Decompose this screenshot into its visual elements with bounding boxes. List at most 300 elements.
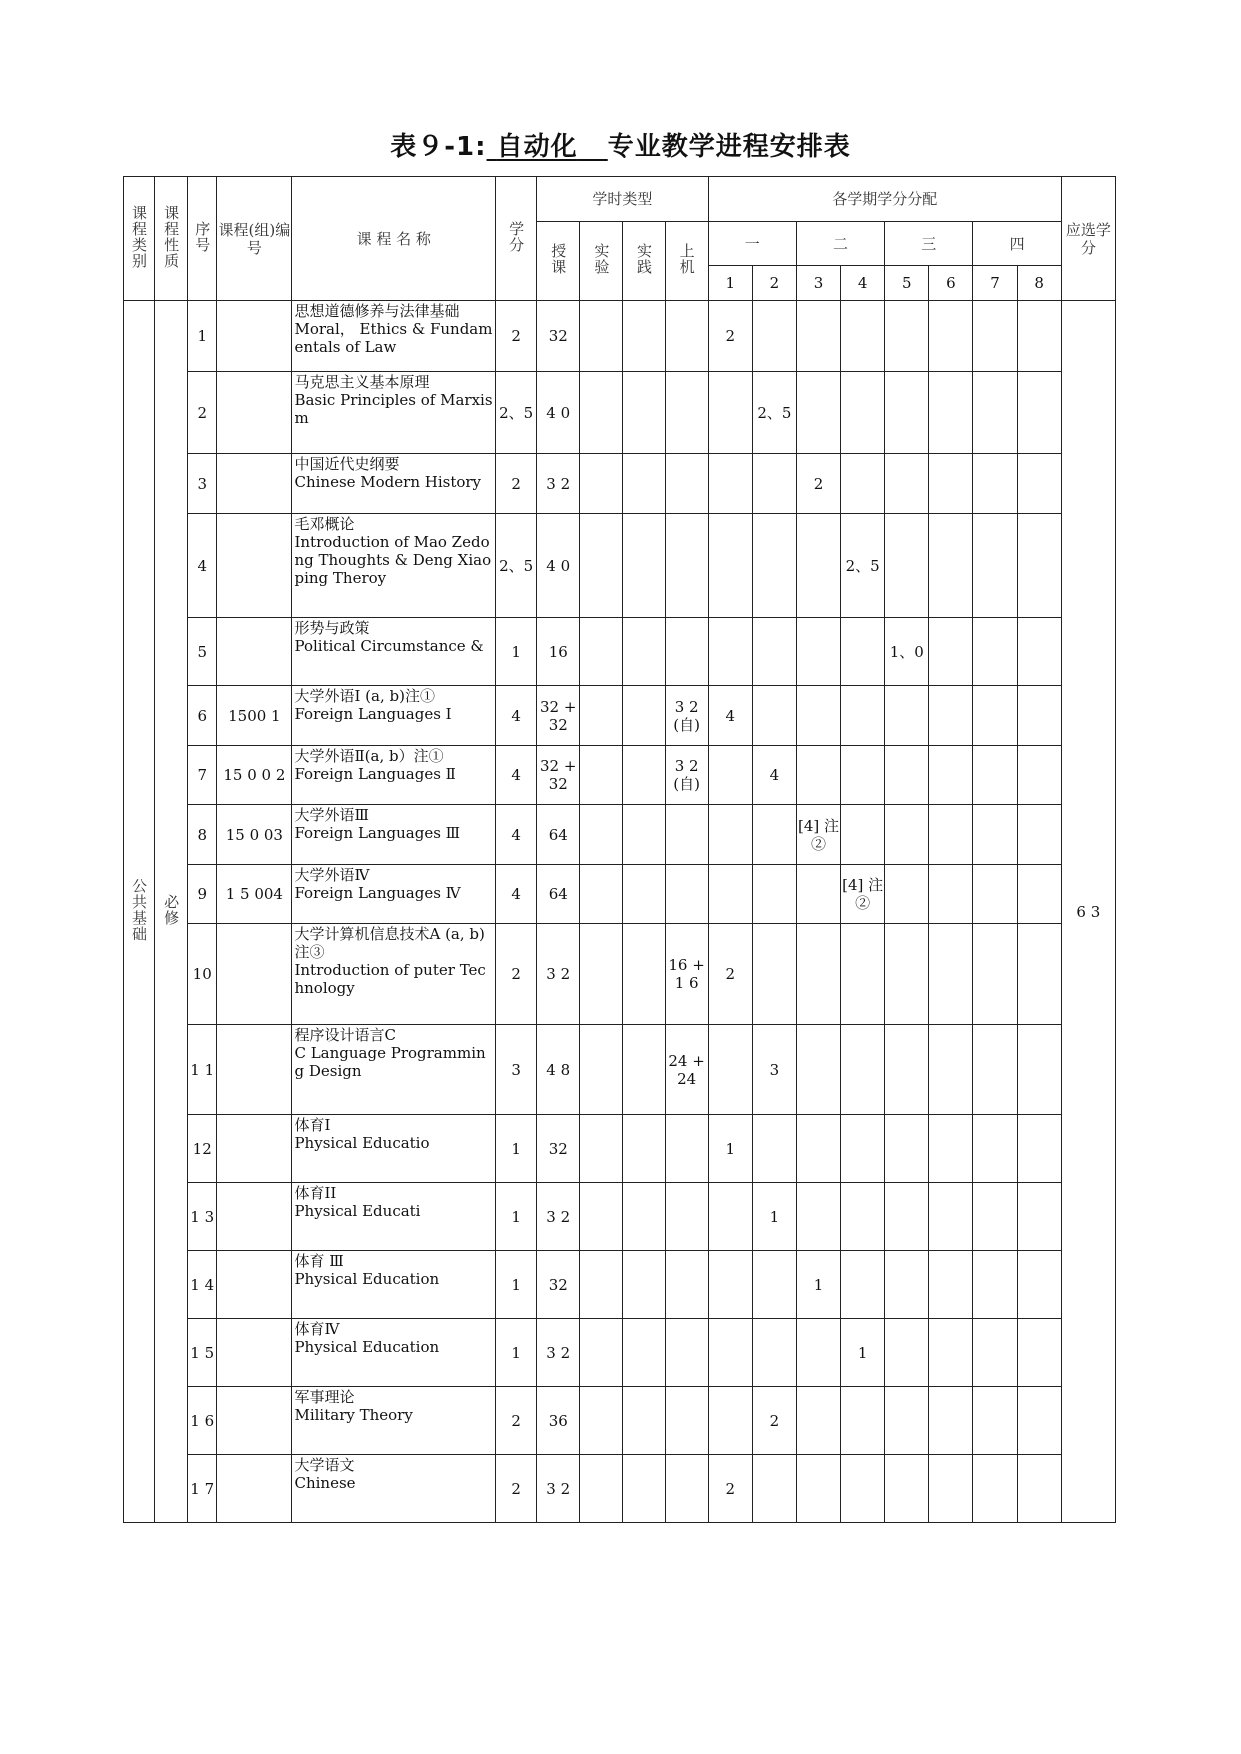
term-credit-cell: [841, 618, 885, 686]
table-row: [124, 1319, 1116, 1387]
course-name-cell: [292, 924, 496, 1025]
term-credit-cell: [752, 454, 796, 514]
term-credit-cell: [841, 1183, 885, 1251]
term-credit-cell: [752, 1455, 796, 1523]
seq-cell: 1 4: [188, 1251, 217, 1319]
term-credit-cell: [752, 805, 796, 865]
table-row: [124, 686, 1116, 746]
term-credit-cell: [929, 1115, 973, 1183]
term-credit-cell: [841, 1025, 885, 1115]
course-name-cell: [292, 454, 496, 514]
term-credit-cell: 1、0: [885, 618, 929, 686]
term-credit-cell: [1017, 1115, 1061, 1183]
code-cell: [217, 1183, 292, 1251]
header-code: 课程(组)编号: [217, 177, 292, 301]
table-row: [124, 1183, 1116, 1251]
experiment-hours-cell: [580, 1183, 623, 1251]
term-credit-cell: [4] 注②: [841, 865, 885, 924]
term-credit-cell: [929, 805, 973, 865]
practice-hours-cell: [623, 454, 665, 514]
credit-cell: 4: [496, 686, 537, 746]
term-credit-cell: [973, 865, 1017, 924]
experiment-hours-cell: [580, 924, 623, 1025]
term-credit-cell: [973, 301, 1017, 372]
table-row: [124, 454, 1116, 514]
term-credit-cell: [929, 301, 973, 372]
credit-cell: 2: [496, 1455, 537, 1523]
credit-cell: 3: [496, 1025, 537, 1115]
computer-hours-cell: [665, 1387, 708, 1455]
lecture-hours-cell: 64: [537, 805, 580, 865]
term-credit-cell: [885, 372, 929, 454]
seq-cell: 1 5: [188, 1319, 217, 1387]
practice-hours-cell: [623, 1251, 665, 1319]
code-cell: 15 0 03: [217, 805, 292, 865]
seq-cell: 10: [188, 924, 217, 1025]
title-suffix: 专业教学进程安排表: [607, 132, 851, 162]
course-name-cn: 形势与政策: [294, 619, 370, 637]
lecture-hours-cell: 4 0: [537, 514, 580, 618]
course-name-en: Political Circumstance &: [294, 637, 484, 655]
term-credit-cell: [796, 301, 840, 372]
table-row: [124, 301, 1116, 372]
credit-cell: 4: [496, 746, 537, 805]
term-credit-cell: [1017, 1025, 1061, 1115]
practice-hours-cell: [623, 301, 665, 372]
header-term: 5: [885, 266, 929, 301]
term-credit-cell: [885, 1387, 929, 1455]
experiment-hours-cell: [580, 1387, 623, 1455]
term-credit-cell: [796, 618, 840, 686]
credit-cell: 2、5: [496, 514, 537, 618]
term-credit-cell: [1017, 1251, 1061, 1319]
header-row-1: [124, 177, 1116, 222]
header-term: 1: [708, 266, 752, 301]
header-term: 8: [1017, 266, 1061, 301]
term-credit-cell: [796, 686, 840, 746]
term-credit-cell: [708, 1251, 752, 1319]
computer-hours-cell: [665, 1115, 708, 1183]
seq-cell: 7: [188, 746, 217, 805]
code-cell: [217, 618, 292, 686]
table-row: [124, 618, 1116, 686]
term-credit-cell: 1: [796, 1251, 840, 1319]
experiment-hours-cell: [580, 372, 623, 454]
header-lecture: 授课: [537, 222, 580, 301]
term-credit-cell: [4] 注②: [796, 805, 840, 865]
table-row: [124, 1455, 1116, 1523]
code-cell: [217, 1319, 292, 1387]
term-credit-cell: [973, 1319, 1017, 1387]
course-name-cell: [292, 1455, 496, 1523]
credit-cell: 1: [496, 1251, 537, 1319]
course-name-cn: 思想道德修养与法律基础: [294, 302, 460, 320]
course-name-cell: [292, 865, 496, 924]
seq-cell: 9: [188, 865, 217, 924]
credit-cell: 2: [496, 301, 537, 372]
credit-cell: 1: [496, 1319, 537, 1387]
table-row: [124, 1115, 1116, 1183]
header-term: 2: [752, 266, 796, 301]
term-credit-cell: [885, 1455, 929, 1523]
table-row: [124, 865, 1116, 924]
term-credit-cell: [929, 1455, 973, 1523]
computer-hours-cell: [665, 1455, 708, 1523]
table-row: [124, 372, 1116, 454]
term-credit-cell: [1017, 301, 1061, 372]
term-credit-cell: [973, 805, 1017, 865]
term-credit-cell: 4: [708, 686, 752, 746]
experiment-hours-cell: [580, 1025, 623, 1115]
lecture-hours-cell: 32: [537, 1115, 580, 1183]
term-credit-cell: [973, 1025, 1017, 1115]
term-credit-cell: [1017, 805, 1061, 865]
course-name-en: Foreign Languages Ⅲ: [294, 824, 461, 842]
header-computer: 上机: [665, 222, 708, 301]
course-name-en: Physical Education: [294, 1270, 440, 1288]
term-credit-cell: [841, 805, 885, 865]
table-row: [124, 924, 1116, 1025]
computer-hours-cell: 24 + 24: [665, 1025, 708, 1115]
term-credit-cell: [885, 805, 929, 865]
lecture-hours-cell: 4 8: [537, 1025, 580, 1115]
code-cell: [217, 924, 292, 1025]
term-credit-cell: [796, 1455, 840, 1523]
credit-cell: 4: [496, 865, 537, 924]
computer-hours-cell: [665, 1183, 708, 1251]
experiment-hours-cell: [580, 454, 623, 514]
header-credit: 学分: [496, 177, 537, 301]
term-credit-cell: [973, 618, 1017, 686]
term-credit-cell: [973, 454, 1017, 514]
seq-cell: 5: [188, 618, 217, 686]
computer-hours-cell: [665, 514, 708, 618]
experiment-hours-cell: [580, 514, 623, 618]
term-credit-cell: [708, 1319, 752, 1387]
term-credit-cell: [885, 746, 929, 805]
computer-hours-cell: 16 + 1 6: [665, 924, 708, 1025]
code-cell: [217, 514, 292, 618]
term-credit-cell: [973, 1183, 1017, 1251]
lecture-hours-cell: 32: [537, 301, 580, 372]
seq-cell: 1 7: [188, 1455, 217, 1523]
lecture-hours-cell: 16: [537, 618, 580, 686]
term-credit-cell: [796, 514, 840, 618]
lecture-hours-cell: 32 + 32: [537, 746, 580, 805]
course-name-en: Foreign Languages Ⅰ: [294, 705, 452, 723]
term-credit-cell: [752, 1115, 796, 1183]
term-credit-cell: [1017, 1319, 1061, 1387]
term-credit-cell: 2、5: [752, 372, 796, 454]
term-credit-cell: [929, 1183, 973, 1251]
code-cell: [217, 1387, 292, 1455]
page-title: [0, 126, 1241, 163]
computer-hours-cell: [665, 1251, 708, 1319]
practice-hours-cell: [623, 1319, 665, 1387]
term-credit-cell: [752, 1319, 796, 1387]
course-name-cell: [292, 1183, 496, 1251]
practice-hours-cell: [623, 1115, 665, 1183]
lecture-hours-cell: 32: [537, 1251, 580, 1319]
credit-cell: 1: [496, 1115, 537, 1183]
seq-cell: 1 3: [188, 1183, 217, 1251]
course-name-cell: [292, 301, 496, 372]
term-credit-cell: [885, 865, 929, 924]
code-cell: [217, 1455, 292, 1523]
term-credit-cell: [841, 924, 885, 1025]
term-credit-cell: [929, 1025, 973, 1115]
term-credit-cell: [929, 686, 973, 746]
term-credit-cell: [796, 1115, 840, 1183]
course-name-cn: 大学外语Ⅲ: [294, 806, 369, 824]
practice-hours-cell: [623, 1387, 665, 1455]
term-credit-cell: [796, 865, 840, 924]
term-credit-cell: [841, 301, 885, 372]
term-credit-cell: 2: [708, 924, 752, 1025]
term-credit-cell: [708, 1387, 752, 1455]
term-credit-cell: [929, 924, 973, 1025]
computer-hours-cell: [665, 1319, 708, 1387]
experiment-hours-cell: [580, 1319, 623, 1387]
term-credit-cell: [1017, 746, 1061, 805]
course-name-cell: [292, 805, 496, 865]
header-seq: 序号: [188, 177, 217, 301]
term-credit-cell: [841, 1251, 885, 1319]
course-name-cn: 体育ⅠI: [294, 1184, 337, 1202]
term-credit-cell: [708, 865, 752, 924]
experiment-hours-cell: [580, 1455, 623, 1523]
term-credit-cell: [796, 1387, 840, 1455]
table-row: [124, 1387, 1116, 1455]
term-credit-cell: [973, 1251, 1017, 1319]
seq-cell: 8: [188, 805, 217, 865]
course-name-cell: [292, 618, 496, 686]
term-credit-cell: [708, 514, 752, 618]
practice-hours-cell: [623, 372, 665, 454]
lecture-hours-cell: 64: [537, 865, 580, 924]
lecture-hours-cell: 3 2: [537, 1183, 580, 1251]
table-row: [124, 1251, 1116, 1319]
seq-cell: 6: [188, 686, 217, 746]
term-credit-cell: [973, 1387, 1017, 1455]
code-cell: 1 5 004: [217, 865, 292, 924]
term-credit-cell: [1017, 686, 1061, 746]
term-credit-cell: [929, 514, 973, 618]
computer-hours-cell: [665, 618, 708, 686]
course-name-cn: 毛邓概论: [294, 515, 355, 533]
header-semester-credit: 各学期学分分配: [708, 177, 1061, 222]
term-credit-cell: [841, 746, 885, 805]
course-name-cell: [292, 1251, 496, 1319]
term-credit-cell: [841, 1455, 885, 1523]
table-row: [124, 805, 1116, 865]
course-name-cell: [292, 746, 496, 805]
course-name-cn: 体育Ⅰ: [294, 1116, 331, 1134]
course-name-en: Foreign Languages Ⅱ: [294, 765, 456, 783]
term-credit-cell: [973, 924, 1017, 1025]
computer-hours-cell: 3 2 (自): [665, 746, 708, 805]
term-credit-cell: [885, 1251, 929, 1319]
course-name-cn: 中国近代史纲要: [294, 455, 400, 473]
course-name-en: Introduction of Mao Zedong Thoughts & Deng Xiaoping Theroy: [294, 533, 492, 587]
seq-cell: 12: [188, 1115, 217, 1183]
practice-hours-cell: [623, 746, 665, 805]
term-credit-cell: [885, 1115, 929, 1183]
term-credit-cell: [929, 372, 973, 454]
term-credit-cell: [796, 372, 840, 454]
term-credit-cell: [1017, 454, 1061, 514]
term-credit-cell: [796, 1025, 840, 1115]
credit-cell: 2、5: [496, 372, 537, 454]
course-name-cn: 程序设计语言C: [294, 1026, 396, 1044]
term-credit-cell: [752, 865, 796, 924]
term-credit-cell: [708, 618, 752, 686]
term-credit-cell: [708, 1025, 752, 1115]
table-row: [124, 1025, 1116, 1115]
term-credit-cell: [841, 1115, 885, 1183]
term-credit-cell: [1017, 1387, 1061, 1455]
nature-cell: 必修: [155, 301, 188, 1523]
term-credit-cell: [929, 746, 973, 805]
course-name-en: Moral， Ethics & Fundamentals of Law: [294, 320, 493, 356]
course-name-en: Chinese Modern History: [294, 473, 482, 491]
term-credit-cell: [885, 1025, 929, 1115]
term-credit-cell: [841, 372, 885, 454]
practice-hours-cell: [623, 1455, 665, 1523]
computer-hours-cell: [665, 372, 708, 454]
practice-hours-cell: [623, 686, 665, 746]
term-credit-cell: [841, 686, 885, 746]
term-credit-cell: [929, 1251, 973, 1319]
schedule-table: [123, 176, 1116, 1523]
term-credit-cell: [929, 618, 973, 686]
category-cell: 公共基础: [124, 301, 155, 1523]
term-credit-cell: [841, 454, 885, 514]
term-credit-cell: [1017, 618, 1061, 686]
course-name-en: Military Theory: [294, 1406, 413, 1424]
header-year-2: 二: [796, 222, 884, 266]
seq-cell: 1 1: [188, 1025, 217, 1115]
term-credit-cell: [752, 514, 796, 618]
header-year-3: 三: [885, 222, 973, 266]
term-credit-cell: [796, 1183, 840, 1251]
course-name-cell: [292, 1319, 496, 1387]
title-major: 自动化: [496, 132, 578, 162]
practice-hours-cell: [623, 805, 665, 865]
term-credit-cell: 2: [708, 1455, 752, 1523]
table-row: [124, 746, 1116, 805]
term-credit-cell: [708, 454, 752, 514]
credit-cell: 2: [496, 454, 537, 514]
lecture-hours-cell: 3 2: [537, 924, 580, 1025]
course-name-cell: [292, 1115, 496, 1183]
computer-hours-cell: [665, 301, 708, 372]
term-credit-cell: [1017, 924, 1061, 1025]
experiment-hours-cell: [580, 1251, 623, 1319]
course-name-cell: [292, 1387, 496, 1455]
term-credit-cell: [973, 372, 1017, 454]
term-credit-cell: 2: [752, 1387, 796, 1455]
term-credit-cell: [841, 1387, 885, 1455]
course-name-cn: 大学计算机信息技术A (a, b) 注③: [294, 925, 485, 961]
term-credit-cell: [796, 746, 840, 805]
lecture-hours-cell: 36: [537, 1387, 580, 1455]
term-credit-cell: [1017, 1183, 1061, 1251]
term-credit-cell: [708, 805, 752, 865]
term-credit-cell: [885, 454, 929, 514]
course-name-en: Physical Education: [294, 1338, 440, 1356]
course-name-en: C Language Programming Design: [294, 1044, 486, 1080]
header-required-credit: 应选学分: [1061, 177, 1115, 301]
course-name-en: Chinese: [294, 1474, 356, 1492]
header-term: 4: [841, 266, 885, 301]
computer-hours-cell: [665, 805, 708, 865]
course-name-cn: 军事理论: [294, 1388, 355, 1406]
computer-hours-cell: 3 2 (自): [665, 686, 708, 746]
term-credit-cell: 4: [752, 746, 796, 805]
code-cell: 15 0 0 2: [217, 746, 292, 805]
practice-hours-cell: [623, 924, 665, 1025]
term-credit-cell: [973, 746, 1017, 805]
seq-cell: 1: [188, 301, 217, 372]
term-credit-cell: [885, 1319, 929, 1387]
term-credit-cell: [752, 686, 796, 746]
term-credit-cell: [885, 1183, 929, 1251]
credit-cell: 1: [496, 1183, 537, 1251]
experiment-hours-cell: [580, 618, 623, 686]
term-credit-cell: [885, 924, 929, 1025]
header-hour-type: 学时类型: [537, 177, 709, 222]
course-name-en: Physical Educatio: [294, 1134, 430, 1152]
table-row: [124, 514, 1116, 618]
practice-hours-cell: [623, 514, 665, 618]
course-name-cell: [292, 514, 496, 618]
term-credit-cell: [708, 372, 752, 454]
course-name-cn: 大学外语Ⅱ(a, b）注①: [294, 747, 444, 765]
term-credit-cell: [973, 1115, 1017, 1183]
code-cell: [217, 454, 292, 514]
header-nature: 课程性质: [155, 177, 188, 301]
header-experiment: 实验: [580, 222, 623, 301]
course-name-cn: 体育Ⅳ: [294, 1320, 340, 1338]
seq-cell: 2: [188, 372, 217, 454]
experiment-hours-cell: [580, 746, 623, 805]
practice-hours-cell: [623, 1025, 665, 1115]
lecture-hours-cell: 4 0: [537, 372, 580, 454]
term-credit-cell: [929, 1387, 973, 1455]
code-cell: 1500 1: [217, 686, 292, 746]
required-credit-cell: 6 3: [1061, 301, 1115, 1523]
term-credit-cell: [885, 301, 929, 372]
experiment-hours-cell: [580, 1115, 623, 1183]
experiment-hours-cell: [580, 805, 623, 865]
credit-cell: 4: [496, 805, 537, 865]
term-credit-cell: [929, 454, 973, 514]
term-credit-cell: 1: [708, 1115, 752, 1183]
credit-cell: 1: [496, 618, 537, 686]
practice-hours-cell: [623, 865, 665, 924]
course-name-cn: 体育 Ⅲ: [294, 1252, 344, 1270]
course-name-cell: [292, 1025, 496, 1115]
term-credit-cell: [752, 1251, 796, 1319]
term-credit-cell: [973, 514, 1017, 618]
course-name-cell: [292, 686, 496, 746]
experiment-hours-cell: [580, 686, 623, 746]
practice-hours-cell: [623, 618, 665, 686]
header-year-1: 一: [708, 222, 796, 266]
lecture-hours-cell: 3 2: [537, 1455, 580, 1523]
term-credit-cell: [752, 301, 796, 372]
